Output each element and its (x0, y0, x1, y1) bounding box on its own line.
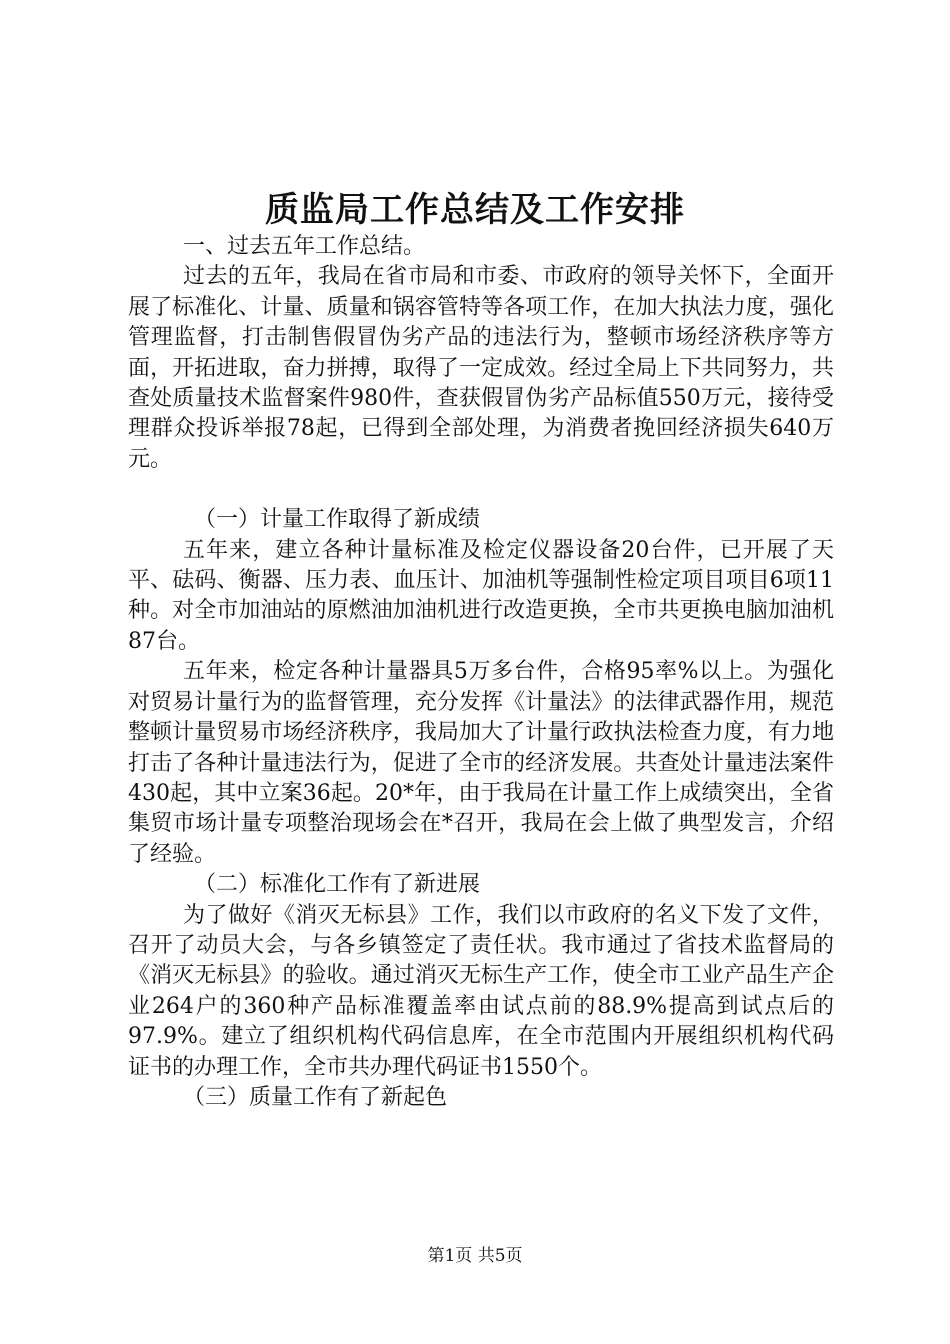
subsection-heading-quality: （三）质量工作有了新起色 (183, 1084, 448, 1110)
document-body (128, 232, 834, 1113)
subsection-heading-metrology: （一）计量工作取得了新成绩 (194, 507, 481, 533)
metrology-paragraph-2: 五年来，检定各种计量器具5万多台件，合格95率%以上。为强化对贸易计量行为的监督管理，充分发挥《计量法》的法律武器作用，规范整顿计量贸易市场经济秩序，我局加大了计量行政执法检查力度，有力地打击了各种计量违法行为，促进了全市的经济发展。共查处计量违法案件430起，其中立案36起。20*年，由于我局在计量工作上成绩突出，全省集贸市场计量专项整治现场会在*召开，我局在会上做了典型发言，介绍了经验。 (128, 659, 834, 867)
standardization-paragraph: 为了做好《消灭无标县》工作，我们以市政府的名义下发了文件，召开了动员大会，与各乡镇签定了责任状。我市通过了省技术监督局的《消灭无标县》的验收。通过消灭无标生产工作，使全市工业产品生产企业264户的360种产品标准覆盖率由试点前的88.9%提高到试点后的97.9%。建立了组织机构代码信息库，在全市范围内开展组织机构代码证书的办理工作，全市共办理代码证书1550个。 (128, 902, 834, 1080)
metrology-paragraph-1: 五年来，建立各种计量标准及检定仪器设备20台件，已开展了天平、砝码、衡器、压力表、血压计、加油机等强制性检定项目项目6项11种。对全市加油站的原燃油加油机进行改造更换，全市共更换电脑加油机87台。 (128, 537, 834, 654)
section-heading-past-five-years: 一、过去五年工作总结。 (183, 234, 426, 259)
document-title: 质监局工作总结及工作安排 (265, 190, 685, 230)
summary-paragraph: 过去的五年，我局在省市局和市委、市政府的领导关怀下，全面开展了标准化、计量、质量和锅容管特等各项工作，在加大执法力度，强化管理监督，打击制售假冒伪劣产品的违法行为，整顿市场经济秩序等方面，开拓进取，奋力拼搏，取得了一定成效。经过全局上下共同努力，共查处质量技术监督案件980件，查获假冒伪劣产品标值550万元，接待受理群众投诉举报78起，已得到全部处理，为消费者挽回经济损失640万元。 (128, 264, 834, 472)
page-number-footer: 第1页 共5页 (427, 1246, 523, 1266)
subsection-heading-standardization: （二）标准化工作有了新进展 (194, 872, 481, 898)
paragraph-spacer (128, 475, 834, 505)
